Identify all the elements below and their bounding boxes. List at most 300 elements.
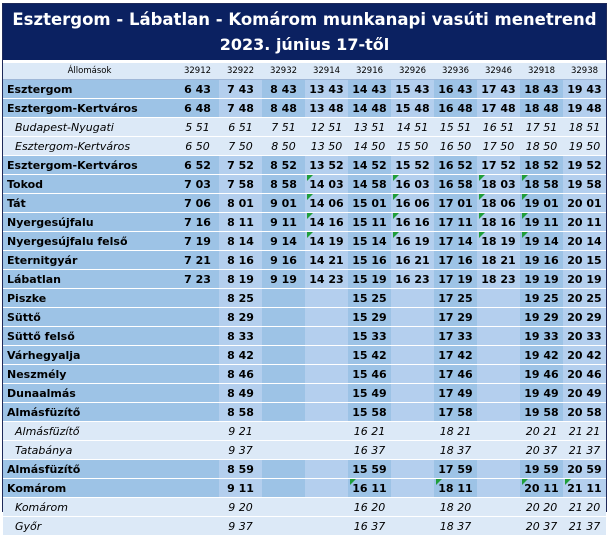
departure-time: 14 06 xyxy=(305,194,348,213)
station-row xyxy=(3,270,606,289)
train-number-header: 32926 xyxy=(391,63,434,80)
departure-time: 7 52 xyxy=(219,156,262,175)
departure-time: 16 03 xyxy=(391,175,434,194)
departure-time xyxy=(477,441,520,460)
timetable-body xyxy=(3,80,606,536)
timetable-date: 2023. június 17-től xyxy=(219,35,390,54)
departure-time xyxy=(262,441,305,460)
departure-time: 18 21 xyxy=(434,422,477,441)
station-row xyxy=(3,213,606,232)
station-name: Lábatlan xyxy=(3,270,176,289)
departure-time: 7 23 xyxy=(176,270,219,289)
departure-time: 17 29 xyxy=(434,308,477,327)
departure-time: 16 48 xyxy=(434,99,477,118)
departure-time: 8 49 xyxy=(219,384,262,403)
departure-time: 8 43 xyxy=(262,80,305,99)
departure-time: 16 37 xyxy=(348,441,391,460)
departure-time: 20 21 xyxy=(520,422,563,441)
departure-time: 8 48 xyxy=(262,99,305,118)
departure-time: 17 14 xyxy=(434,232,477,251)
station-name: Almásfüzítő xyxy=(3,422,176,441)
departure-time: 19 48 xyxy=(563,99,606,118)
departure-time: 14 23 xyxy=(305,270,348,289)
station-name: Budapest-Nyugati xyxy=(3,118,176,137)
departure-time xyxy=(391,384,434,403)
station-name: Dunaalmás xyxy=(3,384,176,403)
departure-time: 14 03 xyxy=(305,175,348,194)
departure-time xyxy=(262,308,305,327)
departure-time: 14 21 xyxy=(305,251,348,270)
station-name: Süttő felső xyxy=(3,327,176,346)
timetable-sheet xyxy=(2,3,607,533)
departure-time: 17 19 xyxy=(434,270,477,289)
departure-time: 8 33 xyxy=(219,327,262,346)
departure-time: 7 50 xyxy=(219,137,262,156)
connection-row xyxy=(3,422,606,441)
departure-time: 18 03 xyxy=(477,175,520,194)
departure-time: 14 51 xyxy=(391,118,434,137)
title-bar xyxy=(3,4,606,60)
departure-time: 15 43 xyxy=(391,80,434,99)
departure-time: 15 33 xyxy=(348,327,391,346)
departure-time: 19 52 xyxy=(563,156,606,175)
departure-time: 19 29 xyxy=(520,308,563,327)
station-row xyxy=(3,175,606,194)
departure-time: 17 42 xyxy=(434,346,477,365)
departure-time: 19 16 xyxy=(520,251,563,270)
departure-time xyxy=(176,517,219,536)
departure-time xyxy=(391,517,434,536)
departure-time: 19 14 xyxy=(520,232,563,251)
departure-time: 8 16 xyxy=(219,251,262,270)
departure-time: 6 50 xyxy=(176,137,219,156)
departure-time: 15 19 xyxy=(348,270,391,289)
departure-time: 15 29 xyxy=(348,308,391,327)
departure-time: 16 50 xyxy=(434,137,477,156)
departure-time xyxy=(477,308,520,327)
departure-time: 20 37 xyxy=(520,517,563,536)
connection-row xyxy=(3,517,606,536)
departure-time: 15 49 xyxy=(348,384,391,403)
departure-time: 18 37 xyxy=(434,441,477,460)
departure-time xyxy=(391,346,434,365)
departure-time xyxy=(477,403,520,422)
departure-time xyxy=(391,422,434,441)
departure-time: 20 11 xyxy=(520,479,563,498)
departure-time xyxy=(176,308,219,327)
station-name: Eternitgyár xyxy=(3,251,176,270)
departure-time: 15 52 xyxy=(391,156,434,175)
departure-time: 7 43 xyxy=(219,80,262,99)
departure-time: 9 20 xyxy=(219,498,262,517)
departure-time: 18 11 xyxy=(434,479,477,498)
departure-time xyxy=(305,479,348,498)
station-row xyxy=(3,156,606,175)
departure-time: 19 49 xyxy=(520,384,563,403)
departure-time xyxy=(176,460,219,479)
departure-time: 12 51 xyxy=(305,118,348,137)
departure-time: 18 51 xyxy=(563,118,606,137)
departure-time: 19 11 xyxy=(520,213,563,232)
departure-time xyxy=(477,422,520,441)
departure-time xyxy=(477,365,520,384)
departure-time xyxy=(391,308,434,327)
station-name: Almásfüzítő xyxy=(3,403,176,422)
departure-time: 16 52 xyxy=(434,156,477,175)
departure-time: 13 52 xyxy=(305,156,348,175)
departure-time: 7 51 xyxy=(262,118,305,137)
departure-time: 17 48 xyxy=(477,99,520,118)
departure-time xyxy=(477,384,520,403)
departure-time xyxy=(176,346,219,365)
departure-time: 20 19 xyxy=(563,270,606,289)
departure-time: 8 58 xyxy=(219,403,262,422)
stations-header: Állomások xyxy=(3,63,176,80)
departure-time: 17 46 xyxy=(434,365,477,384)
departure-time: 9 16 xyxy=(262,251,305,270)
departure-time: 8 59 xyxy=(219,460,262,479)
departure-time: 15 59 xyxy=(348,460,391,479)
departure-time: 20 37 xyxy=(520,441,563,460)
departure-time xyxy=(305,384,348,403)
departure-time: 6 52 xyxy=(176,156,219,175)
departure-time xyxy=(305,460,348,479)
departure-time: 7 58 xyxy=(219,175,262,194)
departure-time xyxy=(262,422,305,441)
train-number-header: 32912 xyxy=(176,63,219,80)
departure-time: 20 25 xyxy=(563,289,606,308)
departure-time: 18 58 xyxy=(520,175,563,194)
station-name: Tatabánya xyxy=(3,441,176,460)
departure-time: 16 20 xyxy=(348,498,391,517)
departure-time: 9 37 xyxy=(219,517,262,536)
station-row xyxy=(3,460,606,479)
departure-time: 9 21 xyxy=(219,422,262,441)
departure-time: 9 01 xyxy=(262,194,305,213)
timetable-title: Esztergom - Lábatlan - Komárom munkanapi vasúti menetrend xyxy=(12,10,597,29)
station-row xyxy=(3,80,606,99)
departure-time: 20 11 xyxy=(563,213,606,232)
station-row xyxy=(3,251,606,270)
departure-time: 19 59 xyxy=(520,460,563,479)
departure-time: 8 19 xyxy=(219,270,262,289)
departure-time: 18 52 xyxy=(520,156,563,175)
departure-time: 7 19 xyxy=(176,232,219,251)
train-number-header: 32936 xyxy=(434,63,477,80)
departure-time: 6 43 xyxy=(176,80,219,99)
train-number-header: 32916 xyxy=(348,63,391,80)
departure-time xyxy=(176,384,219,403)
departure-time: 21 11 xyxy=(563,479,606,498)
departure-time: 15 42 xyxy=(348,346,391,365)
departure-time: 18 50 xyxy=(520,137,563,156)
departure-time: 19 46 xyxy=(520,365,563,384)
departure-time: 8 01 xyxy=(219,194,262,213)
departure-time: 14 16 xyxy=(305,213,348,232)
departure-time: 17 50 xyxy=(477,137,520,156)
departure-time xyxy=(391,441,434,460)
departure-time: 8 52 xyxy=(262,156,305,175)
departure-time: 20 46 xyxy=(563,365,606,384)
train-number-header: 32938 xyxy=(563,63,606,80)
departure-time xyxy=(262,460,305,479)
departure-time: 20 49 xyxy=(563,384,606,403)
departure-time: 17 59 xyxy=(434,460,477,479)
departure-time: 19 58 xyxy=(520,403,563,422)
departure-time: 18 43 xyxy=(520,80,563,99)
train-number-header: 32946 xyxy=(477,63,520,80)
departure-time: 14 19 xyxy=(305,232,348,251)
departure-time: 14 43 xyxy=(348,80,391,99)
departure-time: 8 42 xyxy=(219,346,262,365)
departure-time: 19 19 xyxy=(520,270,563,289)
station-name: Nyergesújfalu xyxy=(3,213,176,232)
departure-time: 16 11 xyxy=(348,479,391,498)
departure-time: 13 51 xyxy=(348,118,391,137)
departure-time: 16 06 xyxy=(391,194,434,213)
departure-time: 15 14 xyxy=(348,232,391,251)
departure-time xyxy=(391,460,434,479)
departure-time: 15 11 xyxy=(348,213,391,232)
departure-time xyxy=(176,365,219,384)
departure-time: 15 16 xyxy=(348,251,391,270)
departure-time xyxy=(305,403,348,422)
station-name: Esztergom xyxy=(3,80,176,99)
station-row xyxy=(3,308,606,327)
departure-time: 18 20 xyxy=(434,498,477,517)
station-row xyxy=(3,99,606,118)
departure-time: 17 01 xyxy=(434,194,477,213)
departure-time: 13 48 xyxy=(305,99,348,118)
station-name: Győr xyxy=(3,517,176,536)
station-name: Neszmély xyxy=(3,365,176,384)
departure-time: 20 15 xyxy=(563,251,606,270)
station-row xyxy=(3,479,606,498)
departure-time: 21 37 xyxy=(563,517,606,536)
departure-time: 8 29 xyxy=(219,308,262,327)
station-name: Várhegyalja xyxy=(3,346,176,365)
station-row xyxy=(3,365,606,384)
station-name: Tokod xyxy=(3,175,176,194)
departure-time: 13 50 xyxy=(305,137,348,156)
departure-time: 18 48 xyxy=(520,99,563,118)
departure-time: 18 23 xyxy=(477,270,520,289)
departure-time: 16 21 xyxy=(391,251,434,270)
departure-time: 15 58 xyxy=(348,403,391,422)
departure-time: 7 16 xyxy=(176,213,219,232)
departure-time: 6 51 xyxy=(219,118,262,137)
departure-time: 19 42 xyxy=(520,346,563,365)
departure-time: 20 58 xyxy=(563,403,606,422)
departure-time: 14 58 xyxy=(348,175,391,194)
departure-time: 16 21 xyxy=(348,422,391,441)
departure-time: 15 46 xyxy=(348,365,391,384)
station-name: Almásfüzítő xyxy=(3,460,176,479)
departure-time: 16 37 xyxy=(348,517,391,536)
departure-time: 21 20 xyxy=(563,498,606,517)
connection-row xyxy=(3,137,606,156)
departure-time: 17 58 xyxy=(434,403,477,422)
station-name: Nyergesújfalu felső xyxy=(3,232,176,251)
departure-time: 20 33 xyxy=(563,327,606,346)
departure-time: 16 58 xyxy=(434,175,477,194)
departure-time: 19 50 xyxy=(563,137,606,156)
departure-time xyxy=(391,365,434,384)
departure-time: 20 20 xyxy=(520,498,563,517)
departure-time: 18 16 xyxy=(477,213,520,232)
departure-time xyxy=(305,422,348,441)
station-name: Esztergom-Kertváros xyxy=(3,99,176,118)
departure-time: 14 50 xyxy=(348,137,391,156)
station-row xyxy=(3,403,606,422)
station-name: Tát xyxy=(3,194,176,213)
departure-time: 16 43 xyxy=(434,80,477,99)
departure-time: 9 11 xyxy=(262,213,305,232)
station-row xyxy=(3,327,606,346)
departure-time: 17 43 xyxy=(477,80,520,99)
departure-time xyxy=(305,517,348,536)
departure-time xyxy=(176,327,219,346)
station-name: Komárom xyxy=(3,498,176,517)
departure-time xyxy=(176,289,219,308)
departure-time: 20 29 xyxy=(563,308,606,327)
departure-time: 21 37 xyxy=(563,441,606,460)
departure-time xyxy=(477,346,520,365)
departure-time: 16 51 xyxy=(477,118,520,137)
departure-time: 20 14 xyxy=(563,232,606,251)
departure-time: 9 37 xyxy=(219,441,262,460)
departure-time xyxy=(305,365,348,384)
station-row xyxy=(3,289,606,308)
train-number-header: 32932 xyxy=(262,63,305,80)
train-number-header: 32914 xyxy=(305,63,348,80)
departure-time: 6 48 xyxy=(176,99,219,118)
departure-time: 13 43 xyxy=(305,80,348,99)
departure-time: 18 37 xyxy=(434,517,477,536)
departure-time: 19 43 xyxy=(563,80,606,99)
station-row xyxy=(3,194,606,213)
departure-time: 20 01 xyxy=(563,194,606,213)
departure-time: 18 06 xyxy=(477,194,520,213)
departure-time: 15 48 xyxy=(391,99,434,118)
departure-time: 8 11 xyxy=(219,213,262,232)
departure-time xyxy=(305,346,348,365)
departure-time: 14 52 xyxy=(348,156,391,175)
departure-time xyxy=(391,479,434,498)
departure-time: 16 23 xyxy=(391,270,434,289)
departure-time: 19 25 xyxy=(520,289,563,308)
departure-time: 9 19 xyxy=(262,270,305,289)
departure-time xyxy=(305,327,348,346)
departure-time xyxy=(477,327,520,346)
departure-time xyxy=(262,365,305,384)
departure-time: 17 16 xyxy=(434,251,477,270)
departure-time: 20 42 xyxy=(563,346,606,365)
station-name: Süttő xyxy=(3,308,176,327)
departure-time: 16 19 xyxy=(391,232,434,251)
departure-time xyxy=(176,479,219,498)
departure-time: 9 14 xyxy=(262,232,305,251)
departure-time: 7 48 xyxy=(219,99,262,118)
station-name: Esztergom-Kertváros xyxy=(3,156,176,175)
departure-time xyxy=(262,346,305,365)
departure-time: 7 06 xyxy=(176,194,219,213)
departure-time: 8 25 xyxy=(219,289,262,308)
departure-time: 7 03 xyxy=(176,175,219,194)
departure-time xyxy=(305,289,348,308)
departure-time xyxy=(176,422,219,441)
departure-time xyxy=(305,441,348,460)
departure-time: 7 21 xyxy=(176,251,219,270)
departure-time: 17 33 xyxy=(434,327,477,346)
timetable-table xyxy=(3,63,606,536)
departure-time: 9 11 xyxy=(219,479,262,498)
departure-time xyxy=(477,517,520,536)
header-row xyxy=(3,63,606,80)
departure-time xyxy=(477,289,520,308)
departure-time: 16 16 xyxy=(391,213,434,232)
departure-time: 19 58 xyxy=(563,175,606,194)
departure-time: 17 51 xyxy=(520,118,563,137)
departure-time: 8 46 xyxy=(219,365,262,384)
connection-row xyxy=(3,441,606,460)
departure-time xyxy=(305,308,348,327)
departure-time: 18 21 xyxy=(477,251,520,270)
departure-time: 15 01 xyxy=(348,194,391,213)
departure-time: 15 51 xyxy=(434,118,477,137)
departure-time: 17 11 xyxy=(434,213,477,232)
station-row xyxy=(3,346,606,365)
departure-time: 15 50 xyxy=(391,137,434,156)
departure-time: 19 01 xyxy=(520,194,563,213)
departure-time xyxy=(176,441,219,460)
departure-time: 20 59 xyxy=(563,460,606,479)
train-number-header: 32918 xyxy=(520,63,563,80)
train-number-header: 32922 xyxy=(219,63,262,80)
departure-time: 8 58 xyxy=(262,175,305,194)
departure-time xyxy=(391,327,434,346)
station-name: Komárom xyxy=(3,479,176,498)
departure-time xyxy=(262,479,305,498)
departure-time xyxy=(262,384,305,403)
departure-time xyxy=(477,460,520,479)
departure-time: 21 21 xyxy=(563,422,606,441)
departure-time: 17 49 xyxy=(434,384,477,403)
departure-time: 17 52 xyxy=(477,156,520,175)
departure-time xyxy=(176,403,219,422)
station-row xyxy=(3,384,606,403)
departure-time xyxy=(391,289,434,308)
departure-time: 18 19 xyxy=(477,232,520,251)
departure-time: 5 51 xyxy=(176,118,219,137)
departure-time: 8 50 xyxy=(262,137,305,156)
departure-time: 19 33 xyxy=(520,327,563,346)
station-name: Piszke xyxy=(3,289,176,308)
departure-time xyxy=(262,403,305,422)
departure-time: 15 25 xyxy=(348,289,391,308)
departure-time: 14 48 xyxy=(348,99,391,118)
departure-time: 8 14 xyxy=(219,232,262,251)
connection-row xyxy=(3,118,606,137)
departure-time: 17 25 xyxy=(434,289,477,308)
station-row xyxy=(3,232,606,251)
station-name: Esztergom-Kertváros xyxy=(3,137,176,156)
departure-time xyxy=(262,517,305,536)
departure-time xyxy=(262,327,305,346)
departure-time xyxy=(391,403,434,422)
departure-time xyxy=(477,479,520,498)
departure-time xyxy=(262,289,305,308)
